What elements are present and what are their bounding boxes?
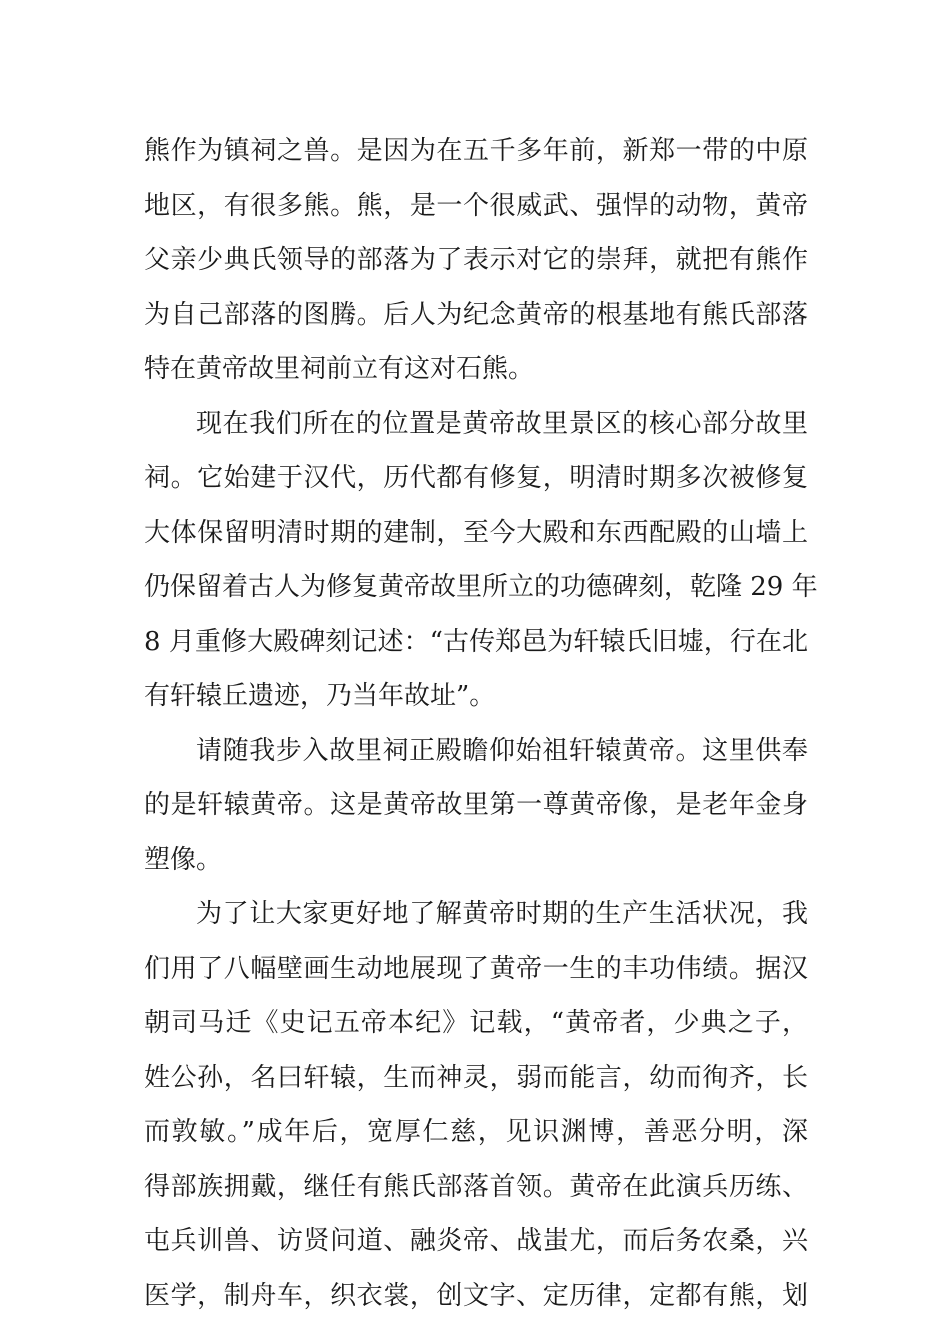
text-line: 的是轩辕黄帝。这是黄帝故里第一尊黄帝像，是老年金身 (144, 790, 808, 820)
text-line: 特在黄帝故里祠前立有这对石熊。 (144, 354, 535, 384)
paragraph-first-line: 请随我步入故里祠正殿瞻仰始祖轩辕黄帝。这里供奉 (196, 735, 808, 766)
text-line: 父亲少典氏领导的部落为了表示对它的崇拜，就把有熊作 (144, 245, 808, 275)
text-line: 塑像。 (144, 844, 223, 875)
paragraph-first-line: 现在我们所在的位置是黄帝故里景区的核心部分故里 (196, 408, 808, 439)
text-line: 们用了八幅壁画生动地展现了黄帝一生的丰功伟绩。据汉 (144, 953, 808, 984)
text-line: 姓公孙，名曰轩辕，生而神灵，弱而能言，幼而徇齐，长 (144, 1062, 808, 1093)
text-line: 得部族拥戴，继任有熊氏部落首领。黄帝在此演兵历练、 (144, 1171, 808, 1202)
text-line: 熊作为镇祠之兽。是因为在五千多年前，新郑一带的中原 (144, 136, 808, 166)
text-line: 朝司马迁《史记五帝本纪》记载，“黄帝者，少典之子， (144, 1008, 808, 1038)
text-line: 为自己部落的图腾。后人为纪念黄帝的根基地有熊氏部落 (144, 299, 808, 330)
body-text (144, 124, 818, 1323)
text-line: 医学，制舟车，织衣裳，创文字、定历律，定都有熊，划 (144, 1280, 808, 1311)
paragraph-first-line: 为了让大家更好地了解黄帝时期的生产生活状况，我 (196, 899, 808, 929)
text-line: 屯兵训兽、访贤问道、融炎帝、战蚩尤，而后务农桑，兴 (144, 1226, 808, 1256)
text-line: 大体保留明清时期的建制，至今大殿和东西配殿的山墙上 (144, 517, 808, 548)
text-line: 有轩辕丘遗迹，乃当年故址”。 (144, 681, 496, 711)
text-line: 8 月重修大殿碑刻记述：“古传郑邑为轩辕氏旧墟，行在北 (144, 626, 808, 657)
text-line: 地区，有很多熊。熊，是一个很威武、强悍的动物，黄帝 (144, 190, 808, 221)
text-line: 而敦敏。”成年后，宽厚仁慈，见识渊博，善恶分明，深 (144, 1117, 808, 1147)
text-line: 祠。它始建于汉代，历代都有修复，明清时期多次被修复 (144, 463, 808, 493)
text-line: 仍保留着古人为修复黄帝故里所立的功德碑刻，乾隆 29 年 (144, 572, 818, 602)
